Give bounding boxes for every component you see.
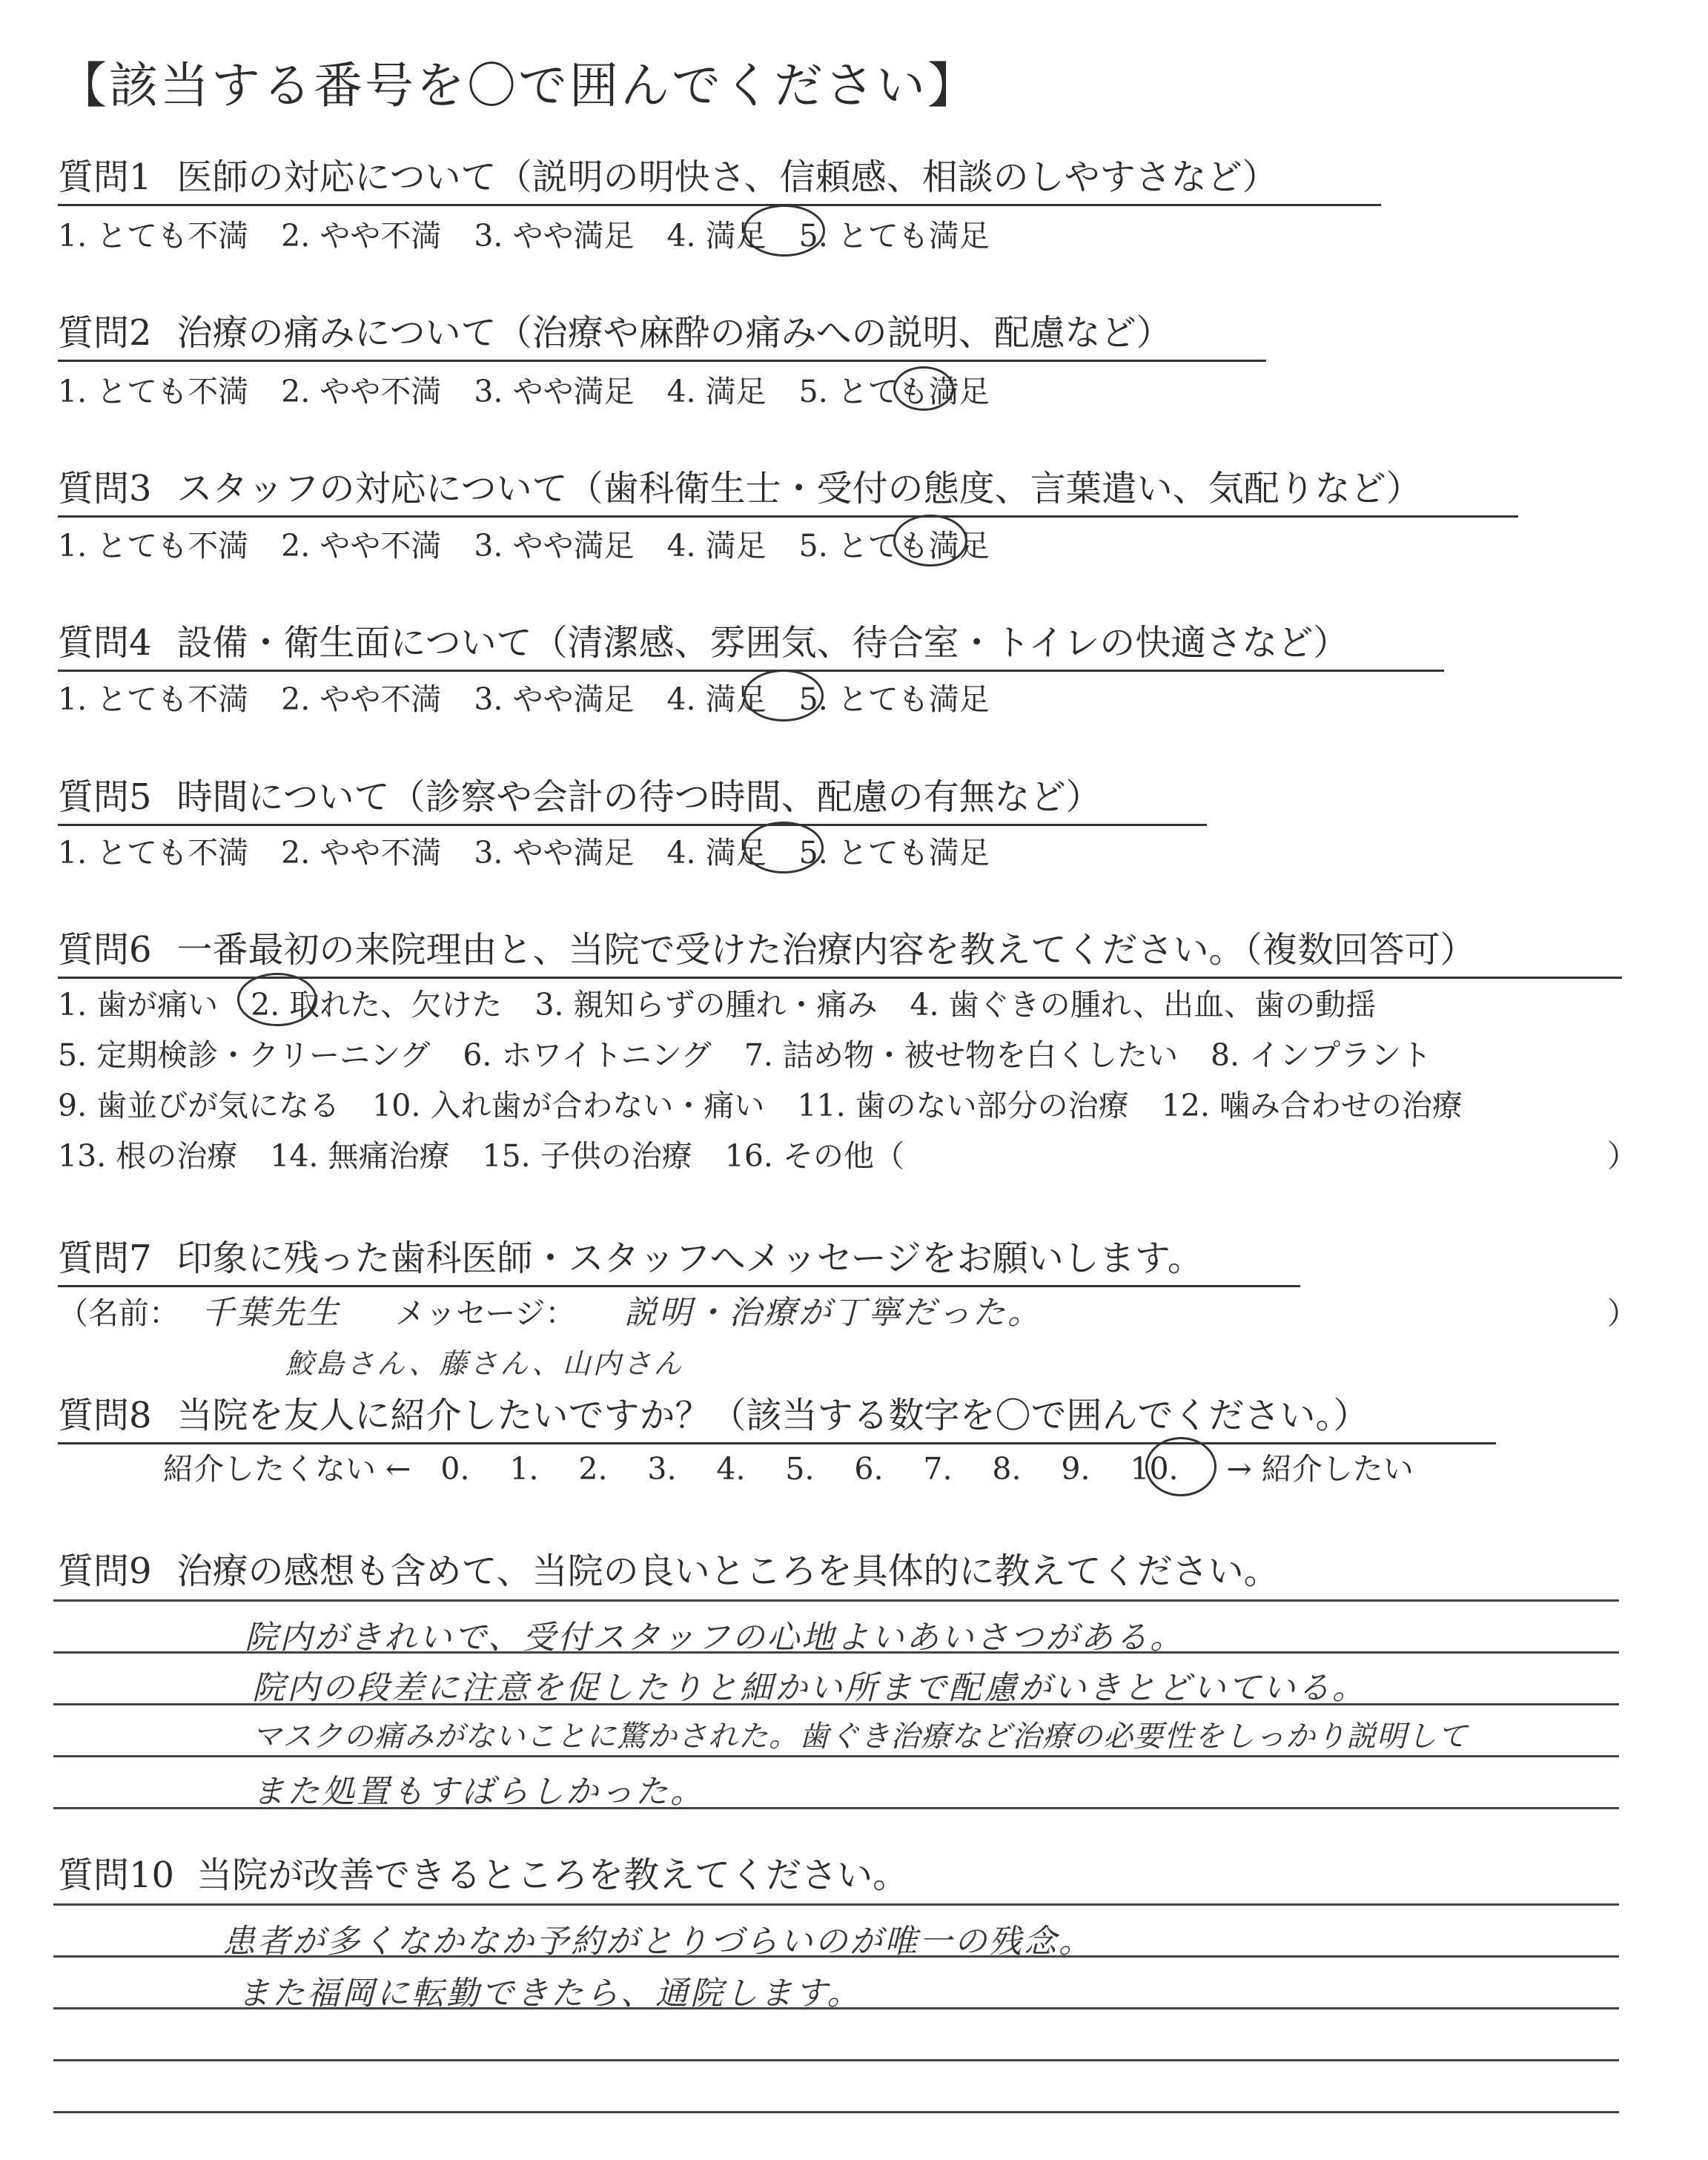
option-10[interactable]: 10. 入れ歯が合わない・痛い — [372, 1088, 765, 1123]
question-text: 設備・衛生面について（清潔感、雰囲気、待合室・トイレの快適さなど） — [176, 622, 1349, 664]
message-label: メッセージ： — [395, 1295, 576, 1331]
option-4[interactable]: 4. 歯ぐきの腫れ、出血、歯の動揺 — [910, 987, 1377, 1023]
option-3[interactable]: 3. やや満足 — [474, 835, 635, 871]
question-9 — [58, 1542, 1280, 1593]
question-8 — [58, 1387, 1496, 1444]
option-2[interactable]: 2. やや不満 — [281, 218, 442, 254]
question-number: 質問4 — [58, 622, 152, 664]
handwritten-message: 説明・治療が丁寧だった。 — [624, 1294, 1042, 1332]
option-2[interactable]: 2. 取れた、欠けた — [251, 987, 503, 1023]
scale-1[interactable]: 1. — [509, 1451, 539, 1487]
option-8[interactable]: 8. インプラント — [1210, 1037, 1432, 1073]
scale-9[interactable]: 9. — [1061, 1451, 1090, 1487]
page-title: 【該当する番号を〇で囲んでください】 — [58, 57, 979, 114]
option-2[interactable]: 2. やや不満 — [281, 681, 442, 717]
close-paren: ） — [1607, 1295, 1638, 1331]
question-number: 質問6 — [58, 929, 152, 971]
question-2 — [58, 304, 1266, 362]
option-1[interactable]: 1. とても不満 — [58, 681, 249, 717]
question-number: 質問9 — [58, 1550, 152, 1592]
question-6 — [58, 921, 1622, 979]
q9-answer-line-4: また処置もすばらしかった。 — [252, 1773, 705, 1811]
option-2[interactable]: 2. やや不満 — [281, 528, 442, 564]
scale-0[interactable]: 0. — [440, 1451, 470, 1487]
name-label: （名前： — [58, 1295, 179, 1331]
question-text: 治療の痛みについて（治療や麻酔の痛みへの説明、配慮など） — [176, 312, 1172, 354]
option-2[interactable]: 2. やや不満 — [281, 835, 442, 871]
option-13[interactable]: 13. 根の治療 — [58, 1138, 238, 1174]
option-5[interactable]: 5. 定期検診・クリーニング — [58, 1037, 431, 1073]
option-3[interactable]: 3. やや満足 — [474, 218, 635, 254]
option-4[interactable]: 4. 満足 — [666, 374, 767, 409]
answer-rule — [53, 2059, 1619, 2061]
question-4-options — [58, 675, 1022, 719]
option-11[interactable]: 11. 歯のない部分の治療 — [797, 1088, 1129, 1123]
question-number: 質問2 — [58, 312, 152, 354]
question-4 — [58, 614, 1444, 672]
scale-10[interactable]: 10. — [1130, 1451, 1179, 1487]
question-text: スタッフの対応について（歯科衛生士・受付の態度、言葉遣い、気配りなど） — [176, 468, 1422, 509]
answer-rule — [53, 1755, 1619, 1757]
option-16[interactable]: 16. その他（ — [724, 1138, 904, 1174]
handwritten-name: 千葉先生 — [202, 1294, 341, 1332]
question-number: 質問7 — [58, 1238, 152, 1279]
option-3[interactable]: 3. 親知らずの腫れ・痛み — [534, 987, 878, 1023]
question-6-row-3 — [58, 1081, 1495, 1125]
option-5[interactable]: 5. とても満足 — [798, 218, 990, 254]
option-14[interactable]: 14. 無痛治療 — [270, 1138, 450, 1174]
option-1[interactable]: 1. 歯が痛い — [58, 987, 219, 1023]
selection-circle — [237, 973, 317, 1026]
q9-answer-line-1: 院内がきれいで、受付スタッフの心地よいあいさつがある。 — [245, 1619, 1185, 1657]
selection-circle — [893, 366, 954, 411]
selection-circle — [893, 515, 967, 567]
option-5[interactable]: 5. とても満足 — [798, 374, 990, 409]
option-5[interactable]: 5. とても満足 — [798, 835, 990, 871]
option-1[interactable]: 1. とても不満 — [58, 374, 249, 409]
option-3[interactable]: 3. やや満足 — [474, 374, 635, 409]
question-7 — [58, 1229, 1300, 1287]
question-text: 時間について（診察や会計の待つ時間、配慮の有無など） — [176, 776, 1102, 818]
answer-rule — [53, 1599, 1619, 1602]
question-text: 当院を友人に紹介したいですか？（該当する数字を〇で囲んでください。） — [176, 1395, 1369, 1436]
option-5[interactable]: 5. とても満足 — [798, 681, 990, 717]
question-10 — [58, 1846, 908, 1898]
scale-left-label: 紹介したくない ← — [163, 1451, 411, 1487]
question-text: 一番最初の来院理由と、当院で受けた治療内容を教えてください。（複数回答可） — [176, 929, 1476, 971]
q10-answer-line-2: また福岡に転勤できたら、通院します。 — [237, 1975, 862, 2012]
scale-2[interactable]: 2. — [578, 1451, 608, 1487]
option-9[interactable]: 9. 歯並びが気になる — [58, 1088, 340, 1123]
recommend-scale — [163, 1444, 1414, 1488]
option-6[interactable]: 6. ホワイトニング — [463, 1037, 712, 1073]
answer-rule — [53, 2111, 1619, 2113]
question-number: 質問3 — [58, 468, 152, 509]
selection-circle — [744, 670, 824, 721]
option-1[interactable]: 1. とても不満 — [58, 835, 249, 871]
q10-answer-line-1: 患者が多くなかなか予約がとりづらいのが唯一の残念。 — [222, 1923, 1093, 1961]
question-3 — [58, 460, 1518, 518]
scale-7[interactable]: 7. — [923, 1451, 953, 1487]
question-5 — [58, 768, 1207, 826]
selection-circle — [1145, 1437, 1217, 1496]
question-2-options — [58, 367, 1022, 411]
q9-answer-line-2: 院内の段差に注意を促したりと細かい所まで配慮がいきとどいている。 — [252, 1669, 1367, 1707]
question-1-options — [58, 211, 1022, 255]
q9-answer-line-3: マスクの痛みがないことに驚かされた。歯ぐき治療など治療の必要性をしっかり説明して — [252, 1720, 1468, 1754]
question-text: 当院が改善できるところを教えてください。 — [196, 1855, 909, 1896]
scale-8[interactable]: 8. — [992, 1451, 1022, 1487]
question-number: 質問10 — [58, 1855, 175, 1896]
question-number: 質問1 — [58, 156, 152, 198]
scale-3[interactable]: 3. — [647, 1451, 677, 1487]
option-12[interactable]: 12. 噛み合わせの治療 — [1161, 1088, 1463, 1123]
question-number: 質問5 — [58, 776, 152, 818]
question-5-options — [58, 828, 1022, 872]
question-text: 医師の対応について（説明の明快さ、信頼感、相談のしやすさなど） — [176, 156, 1278, 198]
question-3-options — [58, 521, 1022, 565]
option-5[interactable]: 5. とても満足 — [798, 528, 990, 564]
selection-circle — [744, 205, 825, 257]
question-number: 質問8 — [58, 1395, 152, 1436]
option-3[interactable]: 3. やや満足 — [474, 681, 635, 717]
option-1[interactable]: 1. とても不満 — [58, 528, 249, 564]
option-4[interactable]: 4. 満足 — [666, 681, 767, 717]
question-6-row-2 — [58, 1031, 1464, 1074]
question-text: 治療の感想も含めて、当院の良いところを具体的に教えてください。 — [176, 1550, 1280, 1592]
option-4[interactable]: 4. 満足 — [666, 835, 767, 871]
answer-rule — [53, 1903, 1619, 1906]
scale-right-label: → 紹介したい — [1226, 1451, 1414, 1487]
option-4[interactable]: 4. 満足 — [666, 528, 767, 564]
question-6-row-4 — [58, 1132, 937, 1175]
option-4[interactable]: 4. 満足 — [666, 218, 767, 254]
close-paren: ） — [1607, 1138, 1638, 1174]
option-15[interactable]: 15. 子供の治療 — [482, 1138, 692, 1174]
question-1 — [58, 148, 1381, 206]
question-text: 印象に残った歯科医師・スタッフへメッセージをお願いします。 — [176, 1238, 1203, 1279]
selection-circle — [744, 822, 824, 873]
scale-5[interactable]: 5. — [785, 1451, 815, 1487]
scale-6[interactable]: 6. — [854, 1451, 884, 1487]
option-2[interactable]: 2. やや不満 — [281, 374, 442, 409]
scale-4[interactable]: 4. — [716, 1451, 746, 1487]
option-3[interactable]: 3. やや満足 — [474, 528, 635, 564]
option-1[interactable]: 1. とても不満 — [58, 218, 249, 254]
option-7[interactable]: 7. 詰め物・被せ物を白くしたい — [744, 1037, 1178, 1073]
handwritten-staff: 鮫島さん、藤さん、山内さん — [285, 1347, 684, 1380]
